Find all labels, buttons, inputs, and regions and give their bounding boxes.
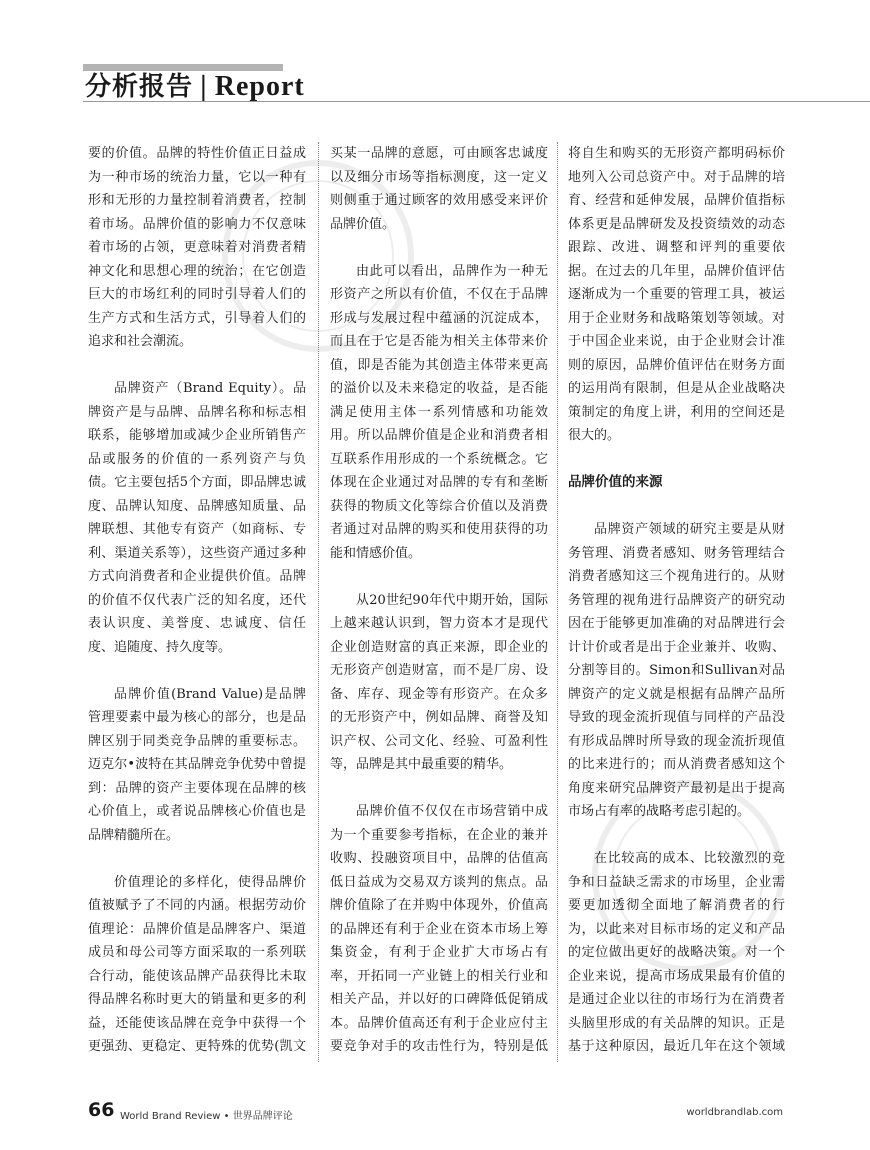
paragraph: 品牌资产领域的研究主要是从财务管理、消费者感知、财务管理结合消费者感知这三个视角进行的。从财务管理的视角进行品牌资产的研究动因在于能够更加准确的对品牌进行会计计价或者是出于企业兼并、收购、分割等目的。Simon和Sullivan对品牌资产的定义就是根据有品牌产品所导致的现金流折现值与同样的产品没有形成品牌时所导致的现金流折现值的比来进行的；而从消费者感知这个角度来研究品牌资产最初是出于提高市场占有率的战略考虑引起的。 — [568, 522, 785, 819]
header-separator: | — [199, 72, 209, 102]
text-column-3 — [568, 142, 785, 1062]
paragraph: 品牌价值不仅仅在市场营销中成为一个重要参考指标，在企业的兼并收购、投融资项目中，品牌的估值高低日益成为交易双方谈判的焦点。品牌价值除了在并购中体现外，价值高的品牌还有利于企业在资本市场上筹集资金，有利于企业扩大市场占有率，开拓同一产业链上的相关行业和相关产品，并以好的口碑降低促销成本。品牌价值高还有利于企业应付主要竞争对手的攻击性行为，特别是低 — [330, 804, 548, 1054]
header-title-cn: 分析报告 — [85, 72, 194, 102]
paragraph: 品牌资产（Brand Equity）。品牌资产是与品牌、品牌名称和标志相联系，能够增加或减少企业所销售产品或服务的价值的一系列资产与负债。它主要包括5个方面，即品牌忠诚度、品牌认知度、品牌感知质量、品牌联想、其他专有资产（如商标、专利、渠道关系等），这些资产通过多种方式向消费者和企业提供价值。品牌的价值不仅代表广泛的知名度，还代表认识度、美誉度、忠诚度、信任度、追随度、持久度等。 — [88, 381, 306, 655]
column-divider — [557, 142, 558, 1062]
header-title-en: Report — [214, 71, 305, 102]
section-heading: 品牌价值的来源 — [568, 474, 663, 490]
paragraph: 从20世纪90年代中期开始，国际上越来越认识到，智力资本才是现代企业创造财富的真正来源，即企业的无形资产创造财富，而不是厂房、设备、库存、现金等有形资产。在众多的无形资产中，例如品牌、商誉及知识产权、公司文化、经验、可盈利性等，品牌是其中最重要的精华。 — [330, 592, 548, 772]
journal-name: World Brand Review • 世界品牌评论 — [120, 1111, 293, 1122]
column-divider — [318, 142, 319, 1062]
section-header — [85, 66, 305, 103]
text-column-1 — [88, 142, 306, 1062]
paragraph: 品牌价值(Brand Value)是品牌管理要素中最为核心的部分，也是品牌区别于同类竞争品牌的重要标志。迈克尔•波特在其品牌竞争优势中曾提到：品牌的资产主要体现在品牌的核心价值上，或者说品牌核心价值也是品牌精髓所在。 — [88, 686, 306, 843]
text-column-2 — [330, 142, 548, 1062]
paragraph: 由此可以看出，品牌作为一种无形资产之所以有价值，不仅在于品牌形成与发展过程中蕴涵的沉淀成本，而且在于它是否能为相关主体带来价值，即是否能为其创造主体带来更高的溢价以及未来稳定的收益，是否能满足使用主体一系列情感和功能效用。所以品牌价值是企业和消费者相互联系作用形成的一个系统概念。它体现在企业通过对品牌的专有和垄断获得的物质文化等综合价值以及消费者通过对品牌的购买和使用获得的功能和情感价值。 — [330, 263, 548, 561]
page-number: 66 — [88, 1099, 115, 1121]
paragraph: 将自生和购买的无形资产都明码标价地列入公司总资产中。对于品牌的培育、经营和延伸发展，品牌价值指标体系更是品牌研发及投资绩效的动态跟踪、改进、调整和评判的重要依据。在过去的几年里，品牌价值评估逐渐成为一个重要的管理工具，被运用于企业财务和战略策划等领域。对于中国企业来说，由于企业财会计准则的原因，品牌价值评估在财务方面的运用尚有限制，但是从企业战略决策制定的角度上讲，利用的空间还是很大的。 — [568, 146, 785, 443]
website: worldbrandlab.com — [686, 1107, 783, 1118]
paragraph: 要的价值。品牌的特性价值正日益成为一种市场的统治力量，它以一种有形和无形的力量控制着消费者，控制着市场。品牌价值的影响力不仅意味着市场的占领，更意味着对消费者精神文化和思想心理的统治；在它创造巨大的市场红利的同时引导着人们的生产方式和生活方式，引导着人们的追求和社会潮流。 — [88, 146, 306, 349]
header-rule — [83, 101, 870, 102]
paragraph: 价值理论的多样化，使得品牌价值被赋予了不同的内涵。根据劳动价值理论：品牌价值是品牌客户、渠道成员和母公司等方面采取的一系列联合行动，能使该品牌产品获得比未取得品牌名称时更大的销量和更多的利益，还能使该品牌在竞争中获得一个更强劲、更稳定、更特殊的优势(凯文 — [88, 874, 306, 1054]
paragraph: 买某一品牌的意愿，可由顾客忠诚度以及细分市场等指标测度，这一定义则侧重于通过顾客的效用感受来评价品牌价值。 — [330, 146, 548, 232]
paragraph: 在比较高的成本、比较激烈的竞争和日益缺乏需求的市场里，企业需要更加透彻全面地了解消费者的行为，以此来对目标市场的定义和产品的定位做出更好的战略决策。对一个企业来说，提高市场成果最有价值的是通过企业以往的市场行为在消费者头脑里形成的有关品牌的知识。正是基于这种原因，最近几年在这个领域 — [568, 851, 785, 1054]
